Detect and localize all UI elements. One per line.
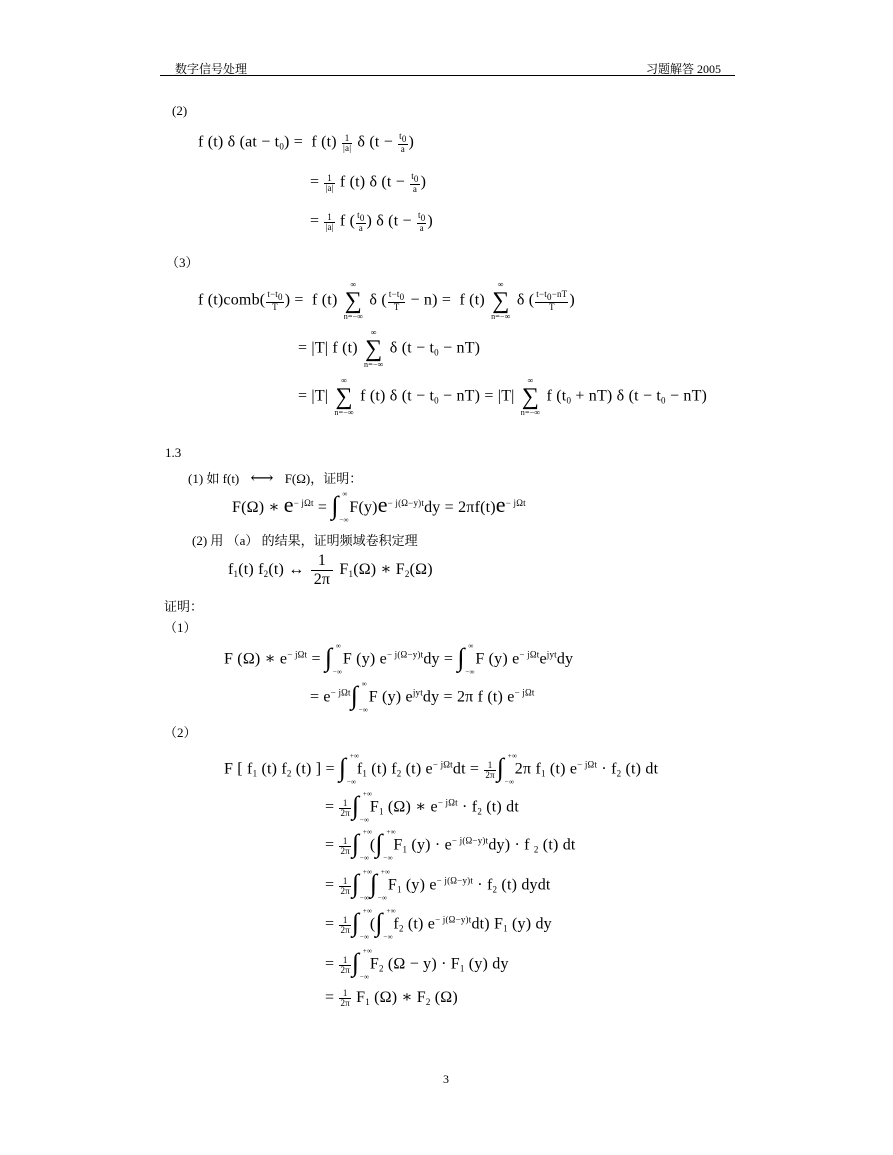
part-label-3: （3） — [166, 255, 199, 270]
proof2-line1: F [ $f_1$ (t) $f_2$ (t) ] = ∫ +∞ −∞ $f_1$ (t) $f_2$ (t) $e^{- j\Omega t}dt$ = $\frac{1}{2\pi}$ ∫ +∞ −∞ 2π $f_1$ (t) $e^{- j\Omega t} \cdot f_2$ (t) dt — [224, 752, 659, 786]
proof2-line6: = $\frac{1}{2\pi}$ ∫ +∞ −∞ $F_2$ $(\Omega - y) \cdot F_1$ (y) dy — [325, 947, 509, 981]
proof2-line4: = $\frac{1}{2\pi}$ ∫ +∞ −∞ ∫ +∞ −∞ $F_1$ (y) $e^{- j(\Omega-y)t} \cdot f_2$ (t) dydt — [325, 868, 551, 902]
equation-13-given: F(Ω) ∗ $e^{- j\Omega t}$ = ∫ ∞ −∞ $F(y)e^{- j(\Omega-y)t}dy = 2\pi f(t)e^{- j\Omega t}$ — [232, 490, 526, 525]
proof-part-2-label: （2） — [164, 725, 197, 740]
proof-label: 证明： — [164, 599, 204, 614]
proof2-line2: = $\frac{1}{2\pi}$ ∫ +∞ −∞ $F_1$ (Ω) ∗ $e^{- j\Omega t} \cdot f_2$ (t) dt — [325, 790, 519, 824]
proof-part-1-label: （1） — [164, 620, 197, 635]
problem-2-statement: (2) 用 （a） 的结果，证明频域卷积定理 — [192, 533, 418, 548]
equation-2-line2: = $\frac{1}{|a|}$ f (t) δ (t − $\frac{t_0}{a}$ ) — [310, 171, 427, 194]
proof1-line1: F (Ω) ∗ $e^{- j\Omega t}$ = ∫ ∞ −∞ F (y) $e^{- j(\Omega-y)t}dy$ = ∫ ∞ −∞ F (y) $e^{- j\Omega t}e^{jyt}dy$ — [224, 642, 574, 676]
equation-3-line3: = |T| ∞ ∑ n=−∞ f (t) δ $(t - t_0 - nT) = |T|$ ∞ ∑ n=−∞ f $(t_0 + nT)$ δ $(t - t_0 - nT)$ — [298, 376, 708, 417]
equation-3-line1: f (t)comb( $\frac{t-t_0}{T}$ ) = f (t) ∞ ∑ n=−∞ δ ( $\frac{t-t_0}{T}$ − n) = f (t) ∞ ∑ n=−∞ δ ( $\frac{t-t_0-nT}{T}$ ) — [198, 280, 575, 321]
equation-2-line1: f (t) δ $(at - t_0) = f$ (t) $\frac{1}{|a|}$ δ (t − $\frac{t_0}{a}$ ) — [198, 131, 415, 154]
proof2-line3: = $\frac{1}{2\pi}$ ∫ +∞ −∞ ( ∫ +∞ −∞ $F_1$ $(y) \cdot e^{- j(\Omega-y)t}dy) \cdot f$ $_2$ (t) dt — [325, 828, 576, 862]
header-rule — [160, 75, 735, 76]
header-title-left: 数字信号处理 — [175, 62, 248, 76]
problem-1-text-b: F(Ω)，证明： — [284, 471, 363, 486]
page-number: 3 — [443, 1072, 449, 1086]
proof1-line2: = $e^{- j\Omega t}$ ∫ ∞ −∞ F (y) $e^{jyt}dy = 2\pi$ f (t) $e^{- j\Omega t}$ — [310, 680, 535, 714]
problem-1-text-a: (1) 如 f(t) — [188, 471, 240, 486]
equation-3-line2: = |T| f (t) ∞ ∑ n=−∞ δ $(t - t_0 - nT)$ — [298, 328, 481, 369]
proof2-line5: = $\frac{1}{2\pi}$ ∫ +∞ −∞ ( ∫ +∞ −∞ $f_2$ (t) $e^{- j(\Omega-y)t}dt$) $F_1$ (y) dy — [325, 907, 552, 941]
double-arrow-icon: ⟷ — [250, 470, 274, 487]
equation-2-line3: = $\frac{1}{|a|}$ f ( $\frac{t_0}{a}$ ) δ (t − $\frac{t_0}{a}$ ) — [310, 210, 433, 233]
section-number: 1.3 — [165, 445, 182, 460]
proof2-line7: = $\frac{1}{2\pi}$ $F_1$ (Ω) ∗ $F_2$ (Ω) — [325, 987, 458, 1008]
problem-1-statement — [188, 468, 362, 488]
part-label-2: (2) — [172, 103, 188, 118]
equation-13-convolution: $f_1(t)$ $f_2(t)$ ↔ $\frac{1}{2\pi}$ $F_1(\Omega)$ ∗ $F_2(\Omega)$ — [228, 552, 433, 588]
header-title-right: 习题解答 2005 — [646, 62, 722, 76]
